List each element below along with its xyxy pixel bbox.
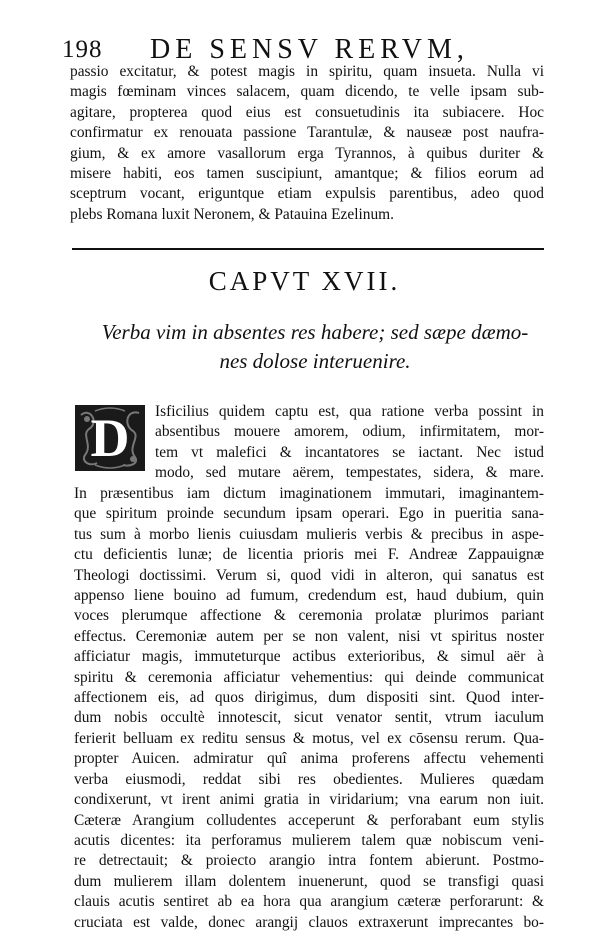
text-line: plebs Romana luxit Neronem, & Patauina Ezelinum. [70, 205, 394, 223]
text-line: Isficilius quidem captu est, qua ratione verba possint in [155, 403, 544, 420]
text-line: condixerunt, vt irent animi gratia in viridarium; vna earum non iuit. [74, 791, 544, 809]
initial-letter: D [90, 408, 130, 468]
text-line: acutis dicentes: ita perforamus mulierem talem quæ nobiscum veni- [74, 831, 544, 849]
text-line: misere habiti, eos tamen suscipiunt, amantque; & filios eorum ad [70, 165, 544, 183]
text-line: tus sum à morbo lienis cuiusdam mulieris verbis & precibus in aspe- [74, 525, 544, 543]
text-line: dum nobis occultè innotescit, sicut venator sentit, vtrum iaculum [74, 709, 544, 727]
text-line: spiritu & ceremonia afficiatur vehementius: qui deinde communicat [74, 668, 544, 686]
body-text [74, 484, 544, 933]
text-line: cruciata est valde, donec arangij clauos extraxerunt imprecantes bo- [74, 913, 544, 931]
text-line: ctu deficientis lunæ; de licentia prioris mei F. Andreæ Zappauignæ [74, 546, 544, 564]
running-title: DE SENSV RERVM, [150, 34, 469, 65]
text-line: Cæteræ Arangium colludentes acceperunt & perforabant eum stylis [74, 811, 544, 829]
text-line: appenso liene bouino ad fumum, credendum est, haud dubium, quin [74, 587, 544, 605]
text-line: ferierit belluam ex reditu sensus & motus, vel ex cōsensu rerum. Qua- [74, 729, 544, 747]
subtitle-line: nes dolose interuenire. [219, 349, 411, 373]
decorated-initial [75, 405, 145, 471]
text-line: voces plerumque affectione & ceremonia prolatæ plurimos pariant [74, 607, 544, 625]
text-line: magis fœminam vinces salacem, quam dicendo, te velle ipsam sub- [70, 83, 544, 101]
text-line: effectus. Ceremoniæ autem per se non valent, nisi vt spiritus noster [74, 627, 544, 645]
text-line: affectionem eis, ad quos dirigimus, dum dispositi sint. Quod inter- [74, 689, 544, 707]
text-line: que spiritum proinde secundum ipsam operari. Ego in pueritia sana- [74, 505, 544, 523]
text-line: absentibus mouere amorem, odium, infirmitatem, mor- [155, 423, 544, 441]
text-line: confirmatur ex renouata passione Tarantulæ, & nauseæ post naufra- [70, 124, 544, 142]
text-line: verba eiusmodi, reddat sibi res obedientes. Mulieres quædam [74, 770, 544, 788]
text-line: dum mulierem illam dolentem inuenerunt, quod se transfigi quasi [74, 872, 544, 890]
body-indented [155, 402, 544, 484]
text-line: afficiatur magis, immuteturque actibus exterioribus, & simul aër à [74, 648, 544, 666]
text-line: agitare, propterea quod eius est consuetudinis ita subiacere. Hoc [70, 103, 544, 121]
text-line: Theologi doctissimi. Verum si, quod vidi in alteron, qui sanatus est [74, 566, 544, 584]
chapter-heading: CAPVT XVII. [208, 266, 401, 296]
subtitle-line: Verba vim in absentes res habere; sed sæpe dæmo- [101, 320, 529, 344]
text-line: passio excitatur, & potest magis in spiritu, quam insueta. Nulla vi [70, 63, 544, 80]
text-line: In præsentibus iam dictum imaginationem immutari, imaginantem- [74, 485, 544, 502]
chapter-subtitle [90, 318, 540, 376]
text-line: modo, sed mutare aërem, tempestates, sidera, & mare. [155, 464, 544, 482]
text-line: clauis acutis sentiret ab ea hora qua arangium cæteræ perforarunt: & [74, 893, 544, 911]
section-divider [72, 248, 544, 250]
page-number: 198 [62, 36, 103, 63]
text-line: propter Auicen. admiratur quî anima proferens affectu vehementi [74, 750, 544, 768]
text-line: gium, & ex amore vasallorum erga Tyrannos, à quibus duriter & [70, 144, 544, 162]
text-line: tem vt malefici & incantatores se iactant. Nec istud [155, 443, 544, 461]
top-paragraph [70, 62, 544, 225]
text-line: re detrectauit; & proiecto arangio intra fontem abierunt. Postmo- [74, 852, 544, 870]
text-line: sceptrum vocant, eriguntque etiam expulsis parentibus, adeo quod [70, 185, 544, 203]
